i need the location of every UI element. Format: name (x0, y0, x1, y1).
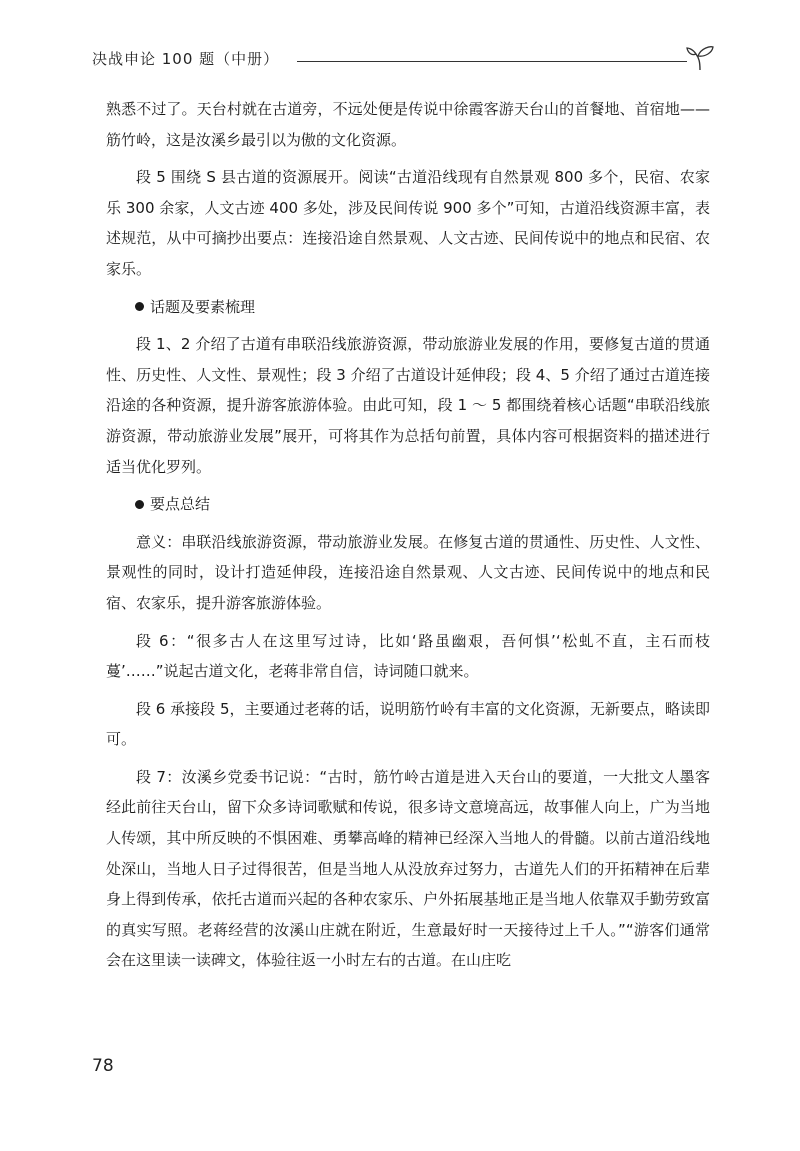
header-rule (297, 61, 687, 62)
section-heading-summary: 要点总结 (106, 489, 710, 520)
paragraph-quote-7: 段 7：汝溪乡党委书记说：“古时，筋竹岭古道是进入天台山的要道，一大批文人墨客经此前往天台山，留下众多诗词歌赋和传说，很多诗文意境高远，故事催人向上，广为当地人传颂，其中所反映的不惧困难、勇攀高峰的精神已经深入当地人的骨髓。以前古道沿线地处深山，当地人日子过得很苦，但是当地人从没放弃过努力，古道先人们的开拓精神在后辈身上得到传承，依托古道而兴起的各种农家乐、户外拓展基地正是当地人依靠双手勤劳致富的真实写照。老蒋经营的汝溪山庄就在附近，生意最好时一天接待过上千人。”“游客们通常会在这里读一读碑文，体验往返一小时左右的古道。在山庄吃 (106, 767, 710, 970)
paragraph-summary: 意义：串联沿线旅游资源，带动旅游业发展。在修复古道的贯通性、历史性、人文性、景观性的同时，设计打造延伸段，连接沿途自然景观、人文古迹、民间传说中的地点和民宿、农家乐，提升游客旅游体验。 (106, 532, 710, 612)
bullet-icon (135, 500, 144, 509)
bullet-icon (135, 302, 144, 311)
paragraph-analysis-6: 段 6 承接段 5，主要通过老蒋的话，说明筋竹岭有丰富的文化资源，无新要点，略读即可。 (106, 699, 710, 749)
book-title: 决战申论 100 题（中册） (92, 50, 280, 68)
paragraph-continuation: 熟悉不过了。天台村就在古道旁，不远处便是传说中徐霞客游天台山的首餐地、首宿地——筋竹岭，这是汝溪乡最引以为傲的文化资源。 (106, 100, 710, 149)
running-header (92, 44, 720, 74)
sprout-icon (686, 44, 714, 70)
page-number: 78 (92, 1056, 114, 1076)
paragraph-quote-6: 段 6：“很多古人在这里写过诗，比如‘路虽幽艰，吾何惧’‘松虬不直，主石而枝蔓’……”说起古道文化，老蒋非常自信，诗词随口就来。 (106, 631, 710, 681)
paragraph-analysis-5: 段 5 围绕 S 县古道的资源展开。阅读“古道沿线现有自然景观 800 多个，民宿、农家乐 300 余家，人文古迹 400 多处，涉及民间传说 900 多个”可知，古道沿线资源丰富，表述规范，从中可摘抄出要点：连接沿途自然景观、人文古迹、民间传说中的地点和民宿、农家乐。 (106, 168, 710, 278)
paragraph-topics: 段 1、2 介绍了古道有串联沿线旅游资源，带动旅游业发展的作用，要修复古道的贯通性、历史性、人文性、景观性；段 3 介绍了古道设计延伸段；段 4、5 介绍了通过古道连接沿途的各种资源，提升游客旅游体验。由此可知，段 1 ～ 5 都围绕着核心话题“串联沿线旅游资源，带动旅游业发展”展开，可将其作为总括句前置，具体内容可根据资料的描述进行适当优化罗列。 (106, 335, 710, 476)
section-heading-topics: 话题及要素梳理 (106, 292, 710, 323)
page-body (106, 94, 710, 976)
